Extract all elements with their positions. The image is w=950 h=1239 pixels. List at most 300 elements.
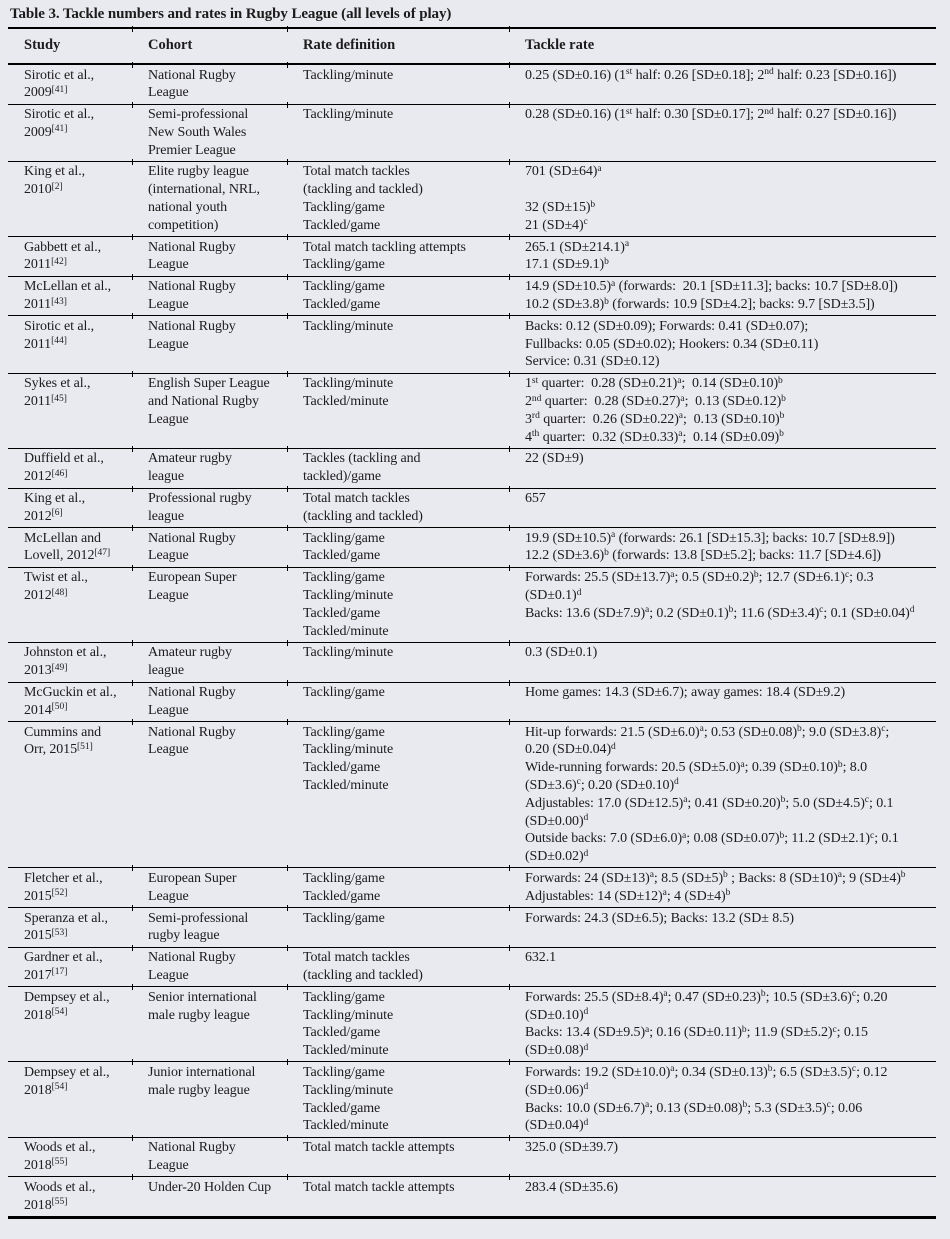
column-divider-tick <box>509 1174 510 1180</box>
table-caption: Table 3. Tackle numbers and rates in Rugby League (all levels of play) <box>8 5 936 29</box>
cell-line: male rugby league <box>148 1007 250 1023</box>
rate-definition-cell <box>287 644 509 680</box>
column-divider-tick <box>287 26 288 32</box>
superscript-marker: [53] <box>51 927 68 938</box>
column-divider-tick <box>132 486 133 492</box>
cell-line: 632.1 <box>525 950 557 966</box>
rate-definition-cell <box>287 1064 509 1135</box>
superscript-marker: [44] <box>51 336 67 347</box>
table-row <box>8 449 936 489</box>
cell-line: 2018[55] <box>24 1157 68 1173</box>
cell-line: Sirotic et al., <box>24 318 95 334</box>
superscript-marker: a <box>670 569 675 580</box>
rate-definition-cell <box>287 106 509 159</box>
cell-line: Gardner et al., <box>24 950 103 966</box>
column-divider-tick <box>509 26 510 32</box>
superscript-marker: a <box>645 1100 650 1111</box>
cell-line: 2018[55] <box>24 1197 68 1213</box>
column-divider-tick <box>509 274 510 280</box>
cell-line: Tackled/minute <box>303 394 389 410</box>
cell-line: 657 <box>525 491 546 507</box>
superscript-marker: b <box>728 605 734 616</box>
cell-line: 2009[41] <box>24 124 68 140</box>
cell-line: Tackled/game <box>303 888 381 904</box>
table-row <box>8 162 936 237</box>
cell-line: Professional rugby <box>148 491 252 507</box>
tackle-rate-cell <box>509 375 936 446</box>
superscript-marker: d <box>576 587 582 598</box>
superscript-marker: a <box>740 759 745 770</box>
cell-line: 2011[45] <box>24 393 67 410</box>
rate-definition-cell <box>287 163 509 234</box>
superscript-marker: d <box>583 1042 589 1053</box>
table-row <box>8 1062 936 1137</box>
cell-line: $(SD\pm 0.00)^d$ <box>525 813 589 829</box>
table-row <box>8 316 936 373</box>
column-divider-tick <box>132 640 133 646</box>
column-divider-tick <box>509 159 510 165</box>
cell-line: League <box>148 888 189 904</box>
cell-line: Tackled/game <box>303 548 381 564</box>
superscript-marker: [6] <box>51 508 63 519</box>
superscript-marker: b <box>723 870 728 881</box>
column-divider-tick <box>509 446 510 452</box>
column-divider-tick <box>132 234 133 240</box>
rate-definition-cell <box>287 278 509 314</box>
cell-line: Forwards: 25.5 $(SD\pm 8.4)^a$; 0.47 $(SD\pm 0.23)^b$; 10.5 $(SD\pm 3.6)^c$; 0.20 <box>525 989 888 1005</box>
column-divider-tick <box>287 102 288 108</box>
column-divider-tick <box>287 680 288 686</box>
cell-line: Tackling/game <box>303 570 385 586</box>
cell-line: 2012[6] <box>24 508 63 524</box>
cell-line: 2011[43] <box>24 296 67 313</box>
study-cell <box>8 724 132 866</box>
column-header-cohort: Cohort <box>148 37 193 53</box>
superscript-marker: a <box>670 1064 675 1075</box>
rate-definition-cell <box>287 910 509 946</box>
cell-line: 0.28 (SD±0.16) (1st half: 0.30 [SD±0.17]; 2nd half: 0.27 [SD±0.16]) <box>525 106 897 123</box>
cell-line: Forwards: 24.3 (SD±6.5); Backs: 13.2 (SD± 8.5) <box>525 910 794 926</box>
cell-line: Tackling/game <box>303 257 385 273</box>
cell-line: $(SD\pm 0.08)^d$ <box>525 1042 589 1059</box>
column-divider-tick <box>287 274 288 280</box>
cell-line: Tackled/game <box>303 760 381 776</box>
column-divider-tick <box>287 159 288 165</box>
cell-line <box>525 181 936 199</box>
column-divider-tick <box>132 102 133 108</box>
cell-line: 21 $(SD\pm 4)^c$ <box>525 217 588 233</box>
cohort-cell <box>132 375 287 446</box>
superscript-marker: a <box>678 411 683 422</box>
cell-line: Sykes et al., <box>24 376 91 392</box>
cell-line: Woods et al., <box>24 1179 96 1195</box>
table-row <box>8 987 936 1062</box>
cell-line: Tackled/game <box>303 297 381 313</box>
cell-line: Tackling/minute <box>303 645 394 661</box>
rate-definition-cell <box>287 1179 509 1215</box>
rate-definition-cell <box>287 989 509 1060</box>
superscript-marker: a <box>699 724 704 735</box>
cohort-cell <box>132 684 287 720</box>
column-divider-tick <box>132 1135 133 1141</box>
superscript-marker: a <box>680 393 685 404</box>
study-cell <box>8 1179 132 1215</box>
rate-definition-cell <box>287 530 509 566</box>
table-row <box>8 277 936 317</box>
cell-line: 701 $(SD\pm 64)^a$ <box>525 163 602 180</box>
superscript-marker: a <box>837 870 842 881</box>
tackle-rate-cell <box>509 1064 936 1135</box>
cell-line: Total match tackles <box>303 164 410 180</box>
study-cell <box>8 450 132 486</box>
cell-line: and National Rugby <box>148 394 259 410</box>
cell-line: League <box>148 742 189 758</box>
study-cell <box>8 644 132 680</box>
cell-line: Tackled/game <box>303 605 381 621</box>
superscript-marker: [55] <box>51 1197 68 1208</box>
superscript-marker: b <box>779 429 784 440</box>
cell-line: 2015[53] <box>24 927 68 944</box>
column-divider-tick <box>132 1174 133 1180</box>
table-row <box>8 948 936 988</box>
column-divider-tick <box>132 1059 133 1065</box>
superscript-marker: b <box>741 1024 747 1035</box>
column-divider-tick <box>287 62 288 68</box>
cell-line: Woods et al., <box>24 1140 96 1156</box>
cell-line: Lovell, 2012[47] <box>24 547 111 564</box>
column-divider-tick <box>287 1135 288 1141</box>
rate-definition-cell <box>287 569 509 640</box>
cell-line: Tackling/game <box>303 200 385 216</box>
superscript-marker: b <box>797 724 802 735</box>
cell-line: $(SD\pm 0.1)^d$ <box>525 587 582 604</box>
cell-line: 12.2 $(SD\pm 3.6)^b$ (forwards: 13.8 [SD±5.2]; backs: 11.7 [SD±4.6]) <box>525 547 881 564</box>
superscript-marker: c <box>844 569 850 580</box>
column-divider-tick <box>509 1059 510 1065</box>
superscript-marker: b <box>604 256 609 267</box>
cell-line: League <box>148 257 189 273</box>
cell-line: Tackling/minute <box>303 588 394 604</box>
cohort-cell <box>132 278 287 314</box>
column-divider-tick <box>287 525 288 531</box>
cell-line: 325.0 (SD±39.7) <box>525 1140 618 1156</box>
tackle-rate-cell <box>509 949 936 985</box>
study-cell <box>8 163 132 234</box>
cohort-cell <box>132 724 287 866</box>
superscript-marker: b <box>753 569 759 580</box>
cell-line: national youth <box>148 200 228 216</box>
superscript-marker: c <box>851 1064 857 1075</box>
cell-line: Twist et al., <box>24 570 88 586</box>
column-divider-tick <box>509 565 510 571</box>
cell-line: Sirotic et al., <box>24 67 95 83</box>
cell-line: 2018[54] <box>24 1007 68 1023</box>
table-3-tackle-rates <box>8 5 936 1219</box>
study-cell <box>8 870 132 906</box>
column-divider-tick <box>132 984 133 990</box>
study-cell <box>8 106 132 159</box>
superscript-marker: b <box>781 393 786 404</box>
cell-line: 2017[17] <box>24 967 68 983</box>
superscript-marker: b <box>767 1064 773 1075</box>
column-divider-tick <box>132 565 133 571</box>
cell-line: Junior international <box>148 1064 256 1080</box>
tackle-rate-cell <box>509 239 936 275</box>
cell-line: $(SD\pm 0.04)^d$ <box>525 1117 589 1134</box>
table-row <box>8 1138 936 1178</box>
cell-line: 2nd quarter: 0.28 $(SD\pm 0.27)^a$; 0.13 $(SD\pm 0.12)^b$ <box>525 393 786 410</box>
superscript-marker: c <box>869 830 875 841</box>
cell-line: 4th quarter: 0.32 $(SD\pm 0.33)^a$; 0.14 $(SD\pm 0.09)^b$ <box>525 429 784 445</box>
superscript-marker: a <box>662 888 667 899</box>
cell-line: 1st quarter: 0.28 $(SD\pm 0.21)^a$; 0.14 $(SD\pm 0.10)^b$ <box>525 375 783 392</box>
cell-line: Tackled/game <box>303 217 381 233</box>
superscript-marker: a <box>597 163 602 174</box>
column-divider-tick <box>287 865 288 871</box>
study-cell <box>8 1139 132 1175</box>
superscript-marker: a <box>611 530 616 541</box>
superscript-marker: b <box>742 1100 748 1111</box>
column-divider-tick <box>132 26 133 32</box>
cell-line: League <box>148 548 189 564</box>
cell-line: McGuckin et al., <box>24 685 117 700</box>
superscript-marker: [51] <box>76 741 93 752</box>
column-divider-tick <box>509 945 510 951</box>
superscript-marker: [52] <box>51 888 68 899</box>
cell-line: Total match tackles <box>303 950 410 966</box>
cell-line: National Rugby <box>148 1140 236 1156</box>
cell-line: 2010[2] <box>24 181 63 198</box>
cell-line: European Super <box>148 570 237 586</box>
superscript-marker: st <box>625 67 633 77</box>
cell-line: Backs: 13.4 $(SD\pm 9.5)^a$; 0.16 $(SD\pm 0.11)^b$; 11.9 $(SD\pm 5.2)^c$; 0.15 <box>525 1024 868 1041</box>
superscript-marker: a <box>678 429 683 440</box>
superscript-marker: b <box>900 870 906 881</box>
cell-line: Total match tackling attempts <box>303 239 466 255</box>
cell-line: 2013[49] <box>24 662 68 679</box>
cell-line: League <box>148 85 189 101</box>
tackle-rate-cell <box>509 450 936 486</box>
cell-line: League <box>148 1157 189 1173</box>
superscript-marker: b <box>760 989 766 1000</box>
cell-line: League <box>148 297 189 313</box>
superscript-marker: d <box>909 605 915 616</box>
column-divider-tick <box>287 1059 288 1065</box>
column-header-tackle-rate: Tackle rate <box>525 37 595 53</box>
column-divider-tick <box>132 525 133 531</box>
cell-line: tackled)/game <box>303 469 381 485</box>
cohort-cell <box>132 1064 287 1135</box>
table-row <box>8 528 936 568</box>
cell-line: Home games: 14.3 (SD±6.7); away games: 18.4 (SD±9.2) <box>525 685 846 700</box>
cell-line: 2015[52] <box>24 888 68 904</box>
cell-line: King et al., <box>24 491 86 507</box>
cohort-cell <box>132 1179 287 1215</box>
cell-line: League <box>148 702 189 718</box>
cell-line: League <box>148 336 189 352</box>
cell-line: Total match tackle attempts <box>303 1140 455 1156</box>
column-divider-tick <box>287 446 288 452</box>
cell-line: National Rugby <box>148 279 236 295</box>
superscript-marker: [50] <box>51 702 68 713</box>
superscript-marker: nd <box>764 67 774 77</box>
cell-line: Service: 0.31 (SD±0.12) <box>525 354 660 370</box>
cell-line: Hit-up forwards: 21.5 $(SD\pm 6.0)^a$; 0.53 $(SD\pm 0.08)^b$; 9.0 $(SD\pm 3.8)^c$; <box>525 724 890 740</box>
table-row <box>8 489 936 529</box>
column-divider-tick <box>132 159 133 165</box>
cell-line: 2012[46] <box>24 468 68 485</box>
tackle-rate-cell <box>509 490 936 526</box>
table-body <box>8 65 936 1219</box>
superscript-marker: [54] <box>51 1082 68 1093</box>
cell-line: Fletcher et al., <box>24 870 103 886</box>
table-row <box>8 374 936 449</box>
cell-line: league <box>148 663 184 679</box>
cell-line: Dempsey et al., <box>24 1064 110 1080</box>
cell-line: 2012[48] <box>24 587 68 604</box>
column-divider-tick <box>509 984 510 990</box>
column-divider-tick <box>287 905 288 911</box>
column-divider-tick <box>509 640 510 646</box>
study-cell <box>8 949 132 985</box>
study-cell <box>8 910 132 946</box>
superscript-marker: d <box>583 1117 589 1128</box>
cell-line: Amateur rugby <box>148 451 232 467</box>
column-header-study: Study <box>24 37 61 53</box>
cell-line: Forwards: 19.2 $(SD\pm 10.0)^a$; 0.34 $(SD\pm 0.13)^b$; 6.5 $(SD\pm 3.5)^c$; 0.12 <box>525 1064 888 1080</box>
cell-line: Tackling/game <box>303 1064 385 1080</box>
superscript-marker: nd <box>531 393 542 404</box>
cell-line: Premier League <box>148 142 236 158</box>
tackle-rate-cell <box>509 644 936 680</box>
cell-line: Under-20 Holden Cup <box>148 1179 272 1195</box>
cell-line: rugby league <box>148 928 220 944</box>
superscript-marker: b <box>837 759 843 770</box>
column-divider-tick <box>509 905 510 911</box>
cell-line: Tackled/minute <box>303 777 389 793</box>
superscript-marker: b <box>779 411 785 422</box>
column-divider-tick <box>509 102 510 108</box>
cohort-cell <box>132 239 287 275</box>
superscript-marker: [45] <box>51 393 67 404</box>
superscript-marker: a <box>683 795 688 806</box>
superscript-marker: [49] <box>51 662 68 673</box>
cell-line: League <box>148 967 189 983</box>
column-divider-tick <box>132 680 133 686</box>
column-divider-tick <box>509 865 510 871</box>
cell-line: 19.9 $(SD\pm 10.5)^a$ (forwards: 26.1 [SD±15.3]; backs: 10.7 [SD±8.9]) <box>525 530 895 546</box>
cohort-cell <box>132 106 287 159</box>
cell-line: Gabbett et al., <box>24 239 102 255</box>
column-divider-tick <box>509 62 510 68</box>
tackle-rate-cell <box>509 569 936 640</box>
cell-line: McLellan and <box>24 530 101 546</box>
column-divider-tick <box>287 640 288 646</box>
superscript-marker: [54] <box>51 1007 68 1018</box>
cell-line: (tackling and tackled) <box>303 967 423 983</box>
superscript-marker: c <box>851 989 857 1000</box>
column-divider-tick <box>509 313 510 319</box>
cell-line: Tackling/game <box>303 685 385 700</box>
cell-line: Forwards: 25.5 $(SD\pm 13.7)^a$; 0.5 $(SD\pm 0.2)^b$; 12.7 $(SD\pm 6.1)^c$; 0.3 <box>525 569 874 586</box>
superscript-marker: b <box>780 795 786 806</box>
superscript-marker: a <box>682 830 687 841</box>
superscript-marker: [41] <box>51 84 68 95</box>
study-cell <box>8 989 132 1060</box>
column-divider-tick <box>287 234 288 240</box>
superscript-marker: c <box>576 777 581 788</box>
superscript-marker: [2] <box>51 181 63 192</box>
cell-line: Tackling/minute <box>303 107 394 123</box>
cell-line: Backs: 10.0 $(SD\pm 6.7)^a$; 0.13 $(SD\pm 0.08)^b$; 5.3 $(SD\pm 3.5)^c$; 0.06 <box>525 1100 863 1116</box>
tackle-rate-cell <box>509 278 936 314</box>
cell-line: Tackling/game <box>303 530 385 546</box>
study-cell <box>8 375 132 446</box>
cell-line: National Rugby <box>148 685 236 700</box>
cell-line: Duffield et al., <box>24 451 104 467</box>
cell-line: $(SD\pm 0.02)^d$ <box>525 848 589 865</box>
column-divider-tick <box>132 371 133 377</box>
cohort-cell <box>132 910 287 946</box>
table-row <box>8 908 936 948</box>
superscript-marker: st <box>625 106 633 117</box>
superscript-marker: [43] <box>51 296 67 307</box>
superscript-marker: c <box>881 724 886 735</box>
cell-line: Johnston et al., <box>24 645 107 661</box>
cell-line: Tackled/minute <box>303 1118 389 1134</box>
column-divider-tick <box>509 486 510 492</box>
cell-line: 14.9 $(SD\pm 10.5)^a$ (forwards: 20.1 [SD±11.3]; backs: 10.7 [SD±8.0]) <box>525 278 898 295</box>
cell-line: Tackling/game <box>303 989 385 1005</box>
study-cell <box>8 684 132 720</box>
cell-line: 2011[42] <box>24 256 67 273</box>
cell-line: 2014[50] <box>24 702 68 718</box>
table-row <box>8 237 936 277</box>
superscript-marker: b <box>604 296 609 307</box>
cell-line: Tackled/game <box>303 1025 381 1041</box>
rate-definition-cell <box>287 318 509 371</box>
superscript-marker: [42] <box>51 256 67 267</box>
superscript-marker: c <box>864 795 869 806</box>
study-cell <box>8 490 132 526</box>
table-row <box>8 105 936 162</box>
table-header-row <box>8 29 936 65</box>
superscript-marker: d <box>674 777 679 788</box>
cell-line: Elite rugby league <box>148 164 249 180</box>
superscript-marker: a <box>645 605 650 616</box>
superscript-marker: a <box>677 375 682 386</box>
cohort-cell <box>132 569 287 640</box>
superscript-marker: c <box>826 1100 831 1111</box>
cell-line: Forwards: 24 $(SD\pm 13)^a$; 8.5 $(SD\pm 5)^b$ ; Backs: 8 $(SD\pm 10)^a$; 9 $(SD\pm 4)^b$ <box>525 870 906 886</box>
cohort-cell <box>132 644 287 680</box>
superscript-marker: d <box>611 741 616 752</box>
tackle-rate-cell <box>509 684 936 720</box>
rate-definition-cell <box>287 375 509 446</box>
cell-line: league <box>148 469 184 485</box>
cohort-cell <box>132 450 287 486</box>
cell-line: Semi-professional <box>148 107 249 123</box>
cell-line: Backs: 0.12 (SD±0.09); Forwards: 0.41 (SD±0.07); <box>525 318 809 334</box>
column-divider-tick <box>287 1174 288 1180</box>
cell-line: $(SD\pm 3.6)^c$; 0.20 $(SD\pm 0.10)^d$ <box>525 777 679 793</box>
cell-line: 0.3 (SD±0.1) <box>525 645 598 661</box>
column-divider-tick <box>287 719 288 725</box>
cell-line: $(SD\pm 0.10)^d$ <box>525 1007 589 1023</box>
cell-line: English Super League <box>148 376 270 392</box>
superscript-marker: a <box>649 870 654 881</box>
column-divider-tick <box>132 274 133 280</box>
